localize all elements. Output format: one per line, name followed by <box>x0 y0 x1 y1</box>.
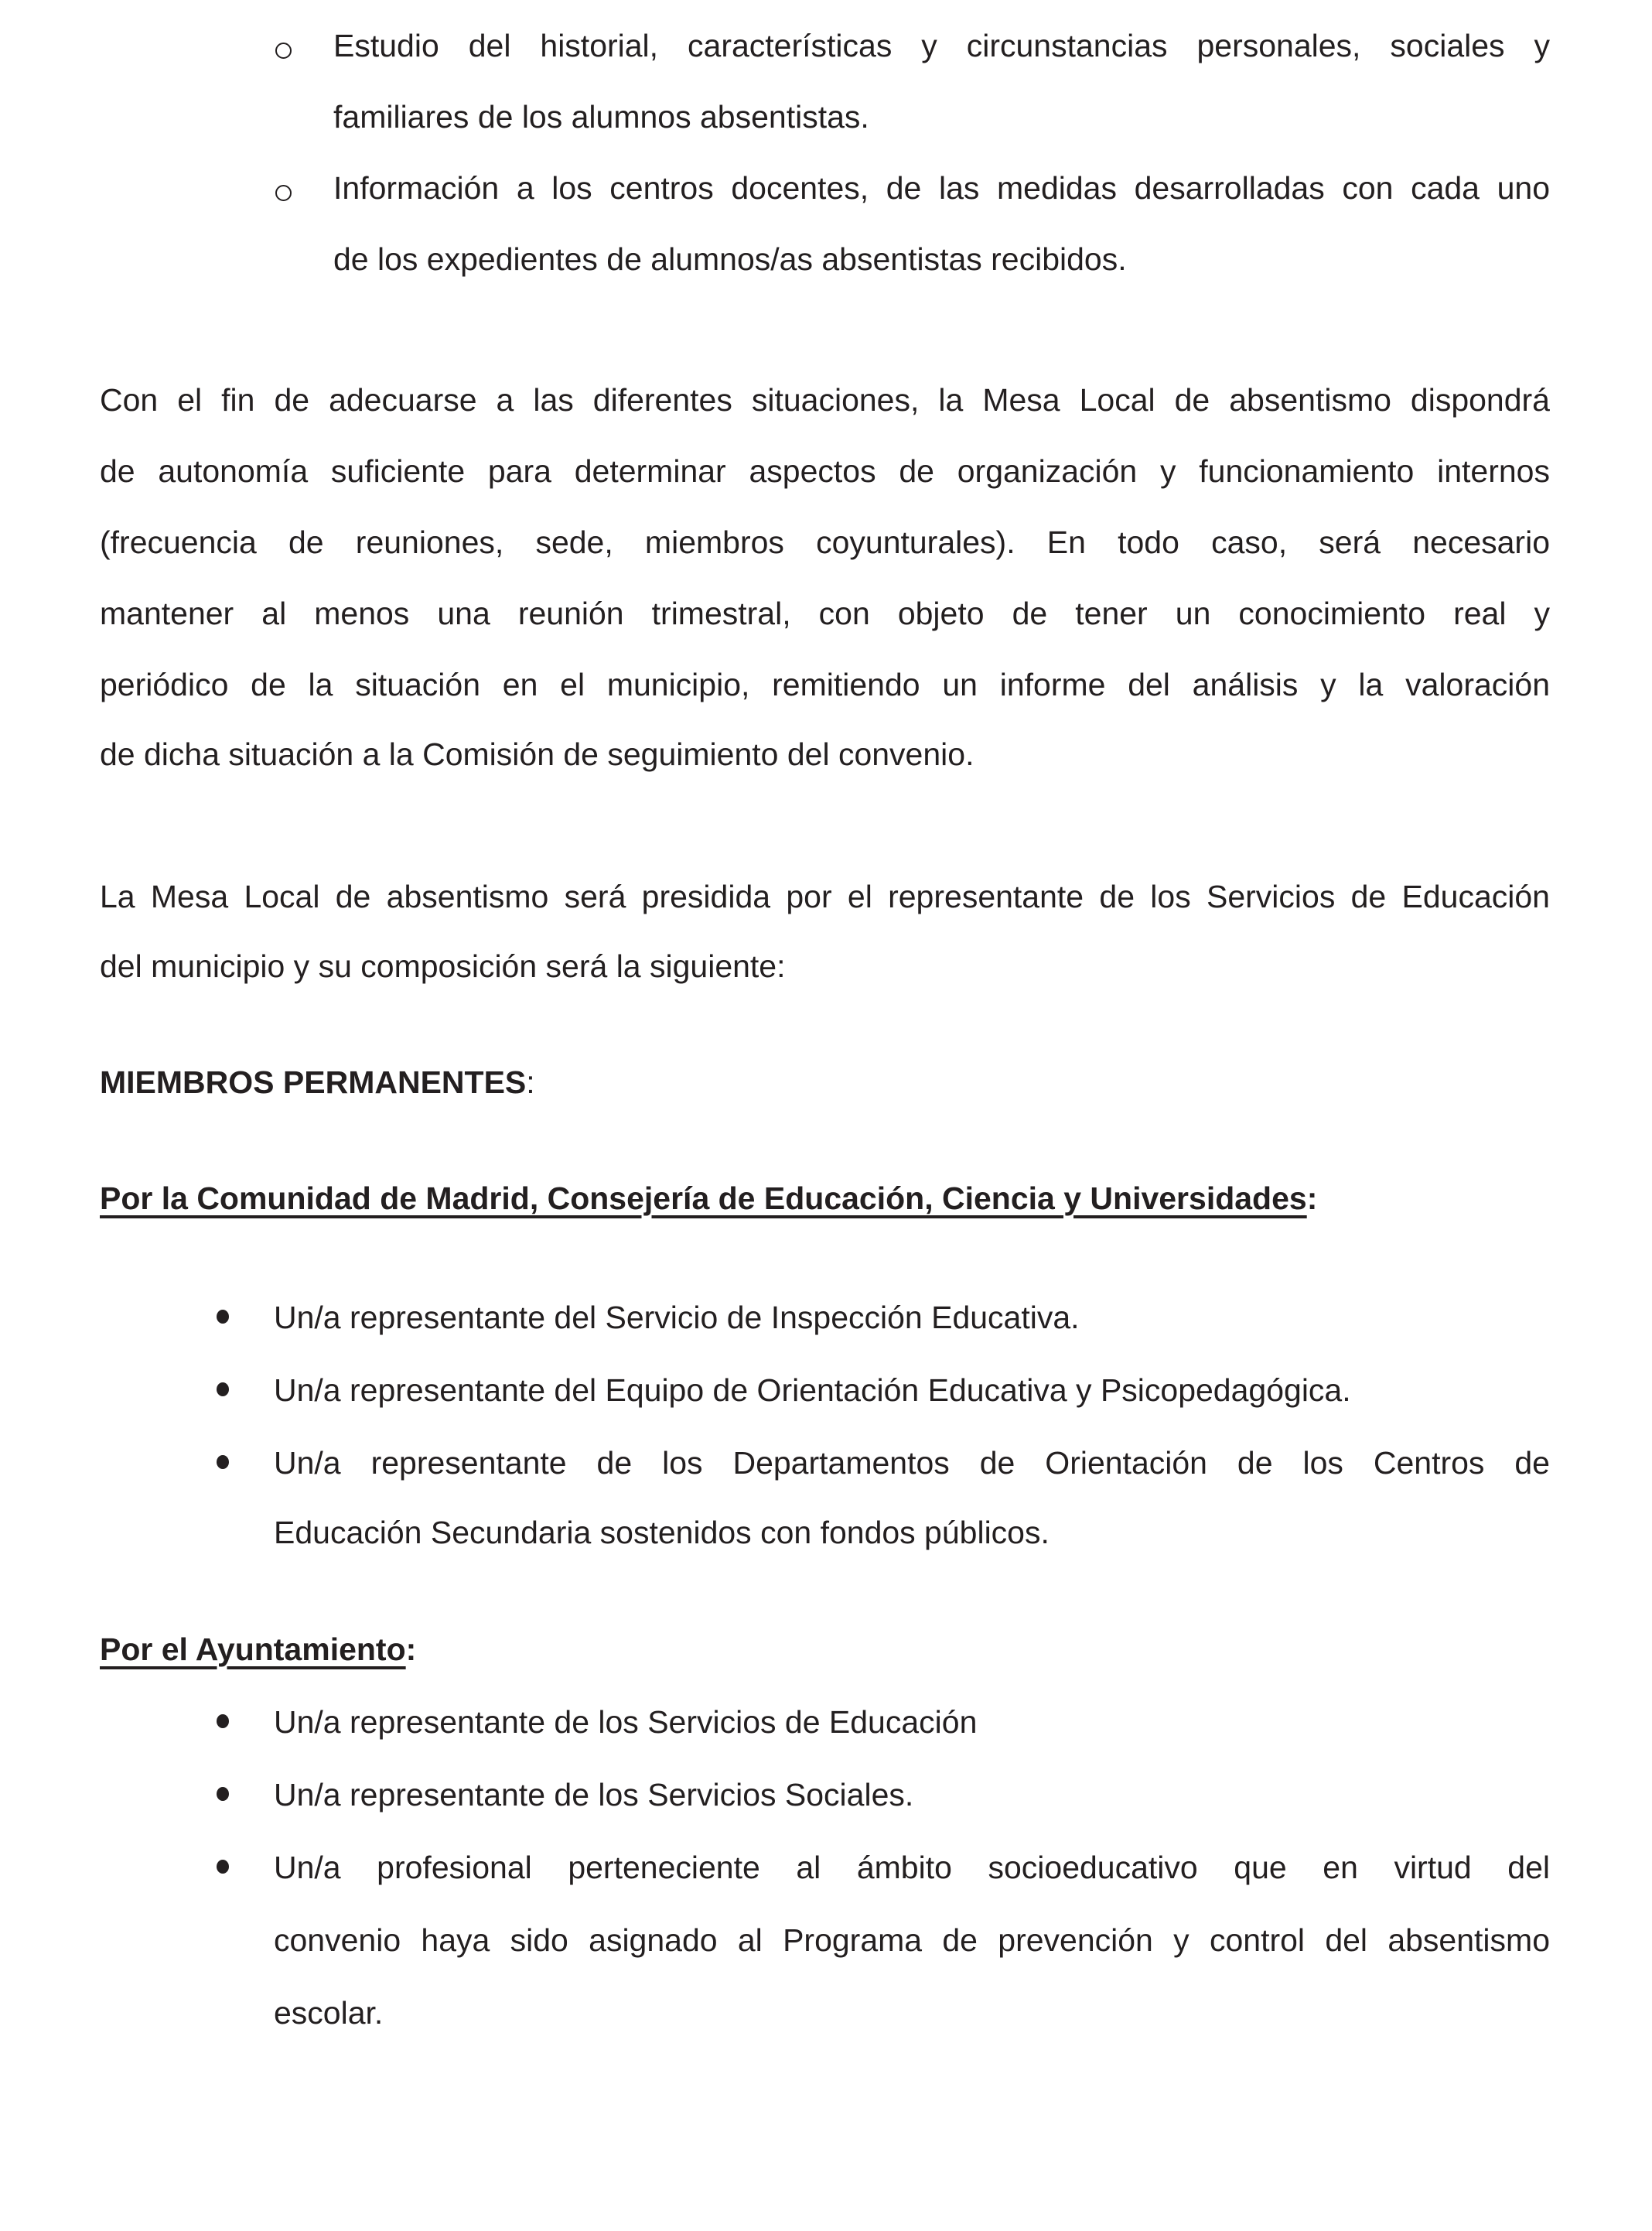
heading-text: Por la Comunidad de Madrid, Consejería de Educación, Ciencia y Universidades <box>100 1180 1307 1216</box>
list-item: Un/a representante de los Servicios Sociales. <box>274 1777 914 1812</box>
paragraph-line: La Mesa Local de absentismo será presidida por el representante de los Servicios de Educación <box>100 881 1550 914</box>
sub-bullet-1-line-2: familiares de los alumnos absentistas. <box>333 99 869 135</box>
paragraph-line: del municipio y su composición será la siguiente: <box>100 948 786 984</box>
list-item-line-2: convenio haya sido asignado al Programa de prevención y control del absentismo <box>274 1925 1550 1958</box>
bullet-icon <box>217 1860 229 1874</box>
bullet-icon <box>217 1714 229 1728</box>
paragraph-line: de dicha situación a la Comisión de seguimiento del convenio. <box>100 736 974 772</box>
bullet-icon <box>217 1382 229 1396</box>
list-item: Un/a representante del Servicio de Inspección Educativa. <box>274 1300 1080 1335</box>
paragraph-line: mantener al menos una reunión trimestral, con objeto de tener un conocimiento real y <box>100 598 1550 631</box>
paragraph-line: de autonomía suficiente para determinar aspectos de organización y funcionamiento internos <box>100 456 1550 489</box>
bullet-icon <box>217 1787 229 1801</box>
sub-bullet-2-line-1: Información a los centros docentes, de las medidas desarrolladas con cada uno <box>333 173 1550 206</box>
heading-colon: : <box>526 1064 535 1100</box>
list-item-line-2: Educación Secundaria sostenidos con fondos públicos. <box>274 1515 1050 1550</box>
heading-text: Por el Ayuntamiento <box>100 1631 406 1667</box>
permanent-members-heading <box>100 1064 535 1104</box>
heading-colon: : <box>405 1631 417 1667</box>
community-section-heading <box>100 1180 1318 1220</box>
list-item: Un/a representante de los Servicios de Educación <box>274 1704 978 1740</box>
sub-bullet-2-line-2: de los expedientes de alumnos/as absentistas recibidos. <box>333 241 1127 277</box>
bullet-icon <box>217 1455 229 1469</box>
open-circle-bullet-icon <box>275 185 292 201</box>
paragraph-line: Con el fin de adecuarse a las diferentes situaciones, la Mesa Local de absentismo dispondrá <box>100 384 1550 418</box>
list-item-line-3: escolar. <box>274 1995 384 2031</box>
paragraph-line: (frecuencia de reuniones, sede, miembros coyunturales). En todo caso, será necesario <box>100 527 1550 560</box>
heading-colon: : <box>1306 1180 1318 1216</box>
list-item-line-1: Un/a representante de los Departamentos de Orientación de los Centros de <box>274 1447 1550 1481</box>
sub-bullet-1-line-1: Estudio del historial, características y circunstancias personales, sociales y <box>333 30 1550 63</box>
paragraph-line: periódico de la situación en el municipio, remitiendo un informe del análisis y la valoración <box>100 669 1550 702</box>
bullet-icon <box>217 1310 229 1324</box>
council-section-heading <box>100 1631 417 1671</box>
heading-text: MIEMBROS PERMANENTES <box>100 1064 527 1100</box>
list-item-line-1: Un/a profesional perteneciente al ámbito socioeducativo que en virtud del <box>274 1852 1550 1885</box>
list-item: Un/a representante del Equipo de Orientación Educativa y Psicopedagógica. <box>274 1372 1351 1408</box>
open-circle-bullet-icon <box>275 43 292 59</box>
